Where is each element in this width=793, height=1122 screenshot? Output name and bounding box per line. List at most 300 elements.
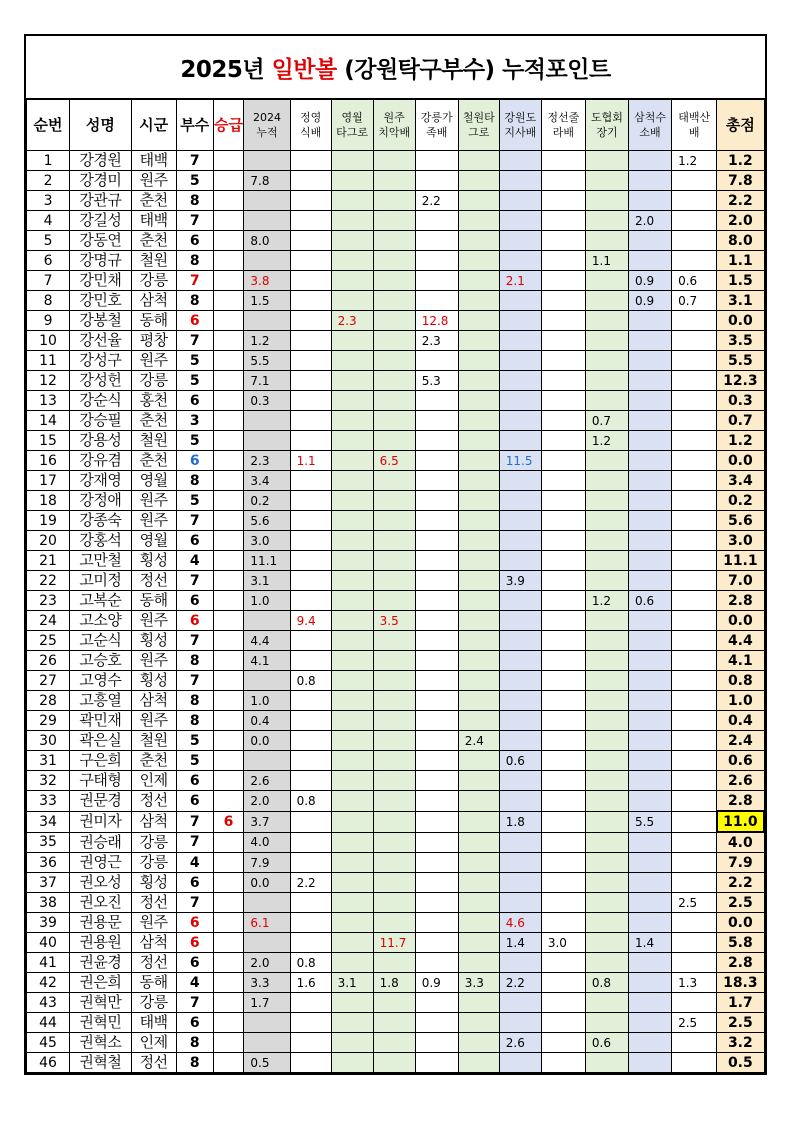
points-table — [26, 99, 765, 1073]
event-points: 2.0 — [629, 211, 672, 231]
promotion-grade — [213, 471, 244, 491]
event-points — [585, 751, 628, 771]
event-points — [499, 391, 541, 411]
event-points — [458, 271, 499, 291]
table-row — [27, 291, 765, 311]
header-event-line1: 도협회 — [591, 111, 623, 124]
event-points — [541, 231, 585, 251]
event-points — [629, 751, 672, 771]
total-points: 5.8 — [717, 933, 764, 953]
player-name: 권미자 — [70, 811, 132, 832]
header-event — [415, 100, 458, 151]
event-points: 5.5 — [244, 351, 290, 371]
event-points — [415, 853, 458, 873]
event-points: 2.1 — [499, 271, 541, 291]
player-city: 원주 — [131, 711, 176, 731]
event-points — [629, 893, 672, 913]
player-name: 권혁민 — [70, 1013, 132, 1033]
event-points: 1.4 — [499, 933, 541, 953]
event-points — [331, 751, 373, 771]
event-points: 0.6 — [672, 271, 717, 291]
event-points — [541, 371, 585, 391]
row-number: 9 — [27, 311, 70, 331]
table-row — [27, 391, 765, 411]
player-grade: 7 — [176, 271, 213, 291]
event-points: 7.9 — [244, 853, 290, 873]
event-points — [373, 671, 415, 691]
player-city: 원주 — [131, 511, 176, 531]
event-points — [629, 873, 672, 893]
event-points: 5.5 — [629, 811, 672, 832]
event-points — [585, 151, 628, 171]
total-points: 5.6 — [717, 511, 764, 531]
event-points: 4.6 — [499, 913, 541, 933]
event-points — [458, 1013, 499, 1033]
table-row — [27, 1033, 765, 1053]
event-points: 1.7 — [244, 993, 290, 1013]
total-points: 4.4 — [717, 631, 764, 651]
event-points — [415, 351, 458, 371]
event-points — [541, 853, 585, 873]
event-points — [585, 791, 628, 812]
row-number: 35 — [27, 832, 70, 853]
promotion-grade — [213, 711, 244, 731]
total-points: 2.0 — [717, 211, 764, 231]
event-points — [458, 791, 499, 812]
event-points — [331, 631, 373, 651]
event-points: 3.3 — [244, 973, 290, 993]
event-points — [541, 251, 585, 271]
player-grade: 8 — [176, 711, 213, 731]
table-row — [27, 611, 765, 631]
promotion-grade — [213, 853, 244, 873]
event-points — [290, 351, 331, 371]
event-points — [499, 791, 541, 812]
player-name: 고미정 — [70, 571, 132, 591]
event-points — [458, 751, 499, 771]
event-points — [629, 611, 672, 631]
event-points — [373, 953, 415, 973]
event-points — [373, 431, 415, 451]
event-points — [373, 571, 415, 591]
total-points: 2.2 — [717, 191, 764, 211]
player-city: 인제 — [131, 1033, 176, 1053]
event-points — [331, 993, 373, 1013]
event-points: 11.7 — [373, 933, 415, 953]
event-points: 0.6 — [629, 591, 672, 611]
player-grade: 4 — [176, 551, 213, 571]
event-points — [458, 251, 499, 271]
event-points: 2.2 — [415, 191, 458, 211]
event-points — [373, 231, 415, 251]
player-grade: 8 — [176, 651, 213, 671]
table-row — [27, 993, 765, 1013]
player-grade: 5 — [176, 491, 213, 511]
event-points — [415, 771, 458, 791]
table-row — [27, 571, 765, 591]
promotion-grade — [213, 973, 244, 993]
player-name: 강경미 — [70, 171, 132, 191]
player-grade: 6 — [176, 1013, 213, 1033]
row-number: 42 — [27, 973, 70, 993]
event-points: 0.7 — [585, 411, 628, 431]
event-points — [499, 411, 541, 431]
player-grade: 8 — [176, 1053, 213, 1073]
row-number: 13 — [27, 391, 70, 411]
player-name: 강성헌 — [70, 371, 132, 391]
event-points — [585, 451, 628, 471]
player-name: 권문경 — [70, 791, 132, 812]
event-points — [499, 331, 541, 351]
event-points: 0.6 — [499, 751, 541, 771]
event-points: 1.5 — [244, 291, 290, 311]
promotion-grade — [213, 511, 244, 531]
player-name: 곽은실 — [70, 731, 132, 751]
player-city: 춘천 — [131, 451, 176, 471]
player-name: 강재영 — [70, 471, 132, 491]
event-points — [373, 631, 415, 651]
event-points — [672, 551, 717, 571]
event-points — [331, 731, 373, 751]
player-name: 권용문 — [70, 913, 132, 933]
event-points — [373, 331, 415, 351]
row-number: 5 — [27, 231, 70, 251]
event-points — [244, 251, 290, 271]
event-points: 5.3 — [415, 371, 458, 391]
player-grade: 4 — [176, 853, 213, 873]
event-points — [629, 551, 672, 571]
promotion-grade — [213, 551, 244, 571]
event-points — [541, 731, 585, 751]
event-points — [331, 171, 373, 191]
promotion-grade — [213, 671, 244, 691]
event-points — [415, 1033, 458, 1053]
event-points — [672, 571, 717, 591]
promotion-grade — [213, 191, 244, 211]
table-row — [27, 351, 765, 371]
player-grade: 6 — [176, 771, 213, 791]
header-event-line2: 치악배 — [378, 126, 411, 139]
event-points — [672, 993, 717, 1013]
total-points: 3.5 — [717, 331, 764, 351]
promotion-grade — [213, 571, 244, 591]
event-points — [458, 171, 499, 191]
event-points — [290, 893, 331, 913]
total-points: 0.6 — [717, 751, 764, 771]
total-points: 0.5 — [717, 1053, 764, 1073]
player-grade: 6 — [176, 933, 213, 953]
event-points — [373, 811, 415, 832]
event-points — [541, 893, 585, 913]
promotion-grade — [213, 171, 244, 191]
event-points — [331, 953, 373, 973]
row-number: 22 — [27, 571, 70, 591]
player-grade: 7 — [176, 151, 213, 171]
event-points — [541, 973, 585, 993]
event-points — [244, 411, 290, 431]
event-points — [629, 631, 672, 651]
player-grade: 6 — [176, 231, 213, 251]
event-points — [331, 711, 373, 731]
header-total: 총점 — [717, 100, 764, 151]
event-points — [672, 211, 717, 231]
event-points: 1.1 — [290, 451, 331, 471]
event-points — [244, 1013, 290, 1033]
event-points — [331, 211, 373, 231]
total-points: 11.1 — [717, 551, 764, 571]
event-points — [629, 251, 672, 271]
table-row — [27, 853, 765, 873]
event-points — [290, 411, 331, 431]
table-row — [27, 791, 765, 812]
header-event — [585, 100, 628, 151]
event-points — [672, 471, 717, 491]
header-event-line2: 족배 — [426, 126, 448, 139]
event-points — [458, 993, 499, 1013]
event-points — [585, 351, 628, 371]
header-event-line1: 강원도 — [504, 111, 537, 124]
promotion-grade — [213, 651, 244, 671]
event-points — [373, 391, 415, 411]
player-name: 강종숙 — [70, 511, 132, 531]
event-points — [373, 591, 415, 611]
event-points — [585, 933, 628, 953]
event-points — [373, 511, 415, 531]
total-points: 4.1 — [717, 651, 764, 671]
player-name: 강봉철 — [70, 311, 132, 331]
event-points: 11.5 — [499, 451, 541, 471]
event-points — [541, 611, 585, 631]
event-points — [458, 1033, 499, 1053]
event-points — [585, 391, 628, 411]
player-city: 평창 — [131, 331, 176, 351]
event-points — [331, 491, 373, 511]
event-points — [541, 571, 585, 591]
event-points — [331, 331, 373, 351]
player-grade: 8 — [176, 251, 213, 271]
event-points — [331, 691, 373, 711]
event-points — [373, 711, 415, 731]
event-points — [629, 371, 672, 391]
table-row — [27, 151, 765, 171]
event-points — [499, 211, 541, 231]
header-city: 시군 — [131, 100, 176, 151]
table-row — [27, 1013, 765, 1033]
event-points — [672, 933, 717, 953]
event-points — [458, 651, 499, 671]
player-city: 강릉 — [131, 832, 176, 853]
event-points — [290, 853, 331, 873]
player-city: 태백 — [131, 211, 176, 231]
event-points — [499, 151, 541, 171]
event-points: 3.0 — [541, 933, 585, 953]
event-points — [629, 1013, 672, 1033]
event-points — [458, 811, 499, 832]
player-grade: 6 — [176, 451, 213, 471]
header-event-line2: 타그로 — [336, 126, 369, 139]
row-number: 30 — [27, 731, 70, 751]
promotion-grade — [213, 691, 244, 711]
row-number: 37 — [27, 873, 70, 893]
promotion-grade — [213, 1033, 244, 1053]
event-points — [415, 411, 458, 431]
player-name: 권윤경 — [70, 953, 132, 973]
event-points — [499, 371, 541, 391]
row-number: 32 — [27, 771, 70, 791]
total-points: 0.0 — [717, 311, 764, 331]
player-city: 횡성 — [131, 873, 176, 893]
table-row — [27, 953, 765, 973]
event-points: 2.5 — [672, 893, 717, 913]
event-points — [629, 993, 672, 1013]
event-points — [672, 1033, 717, 1053]
player-city: 강릉 — [131, 853, 176, 873]
event-points — [541, 671, 585, 691]
event-points: 8.0 — [244, 231, 290, 251]
event-points — [415, 953, 458, 973]
event-points — [415, 1013, 458, 1033]
event-points — [458, 151, 499, 171]
event-points — [499, 611, 541, 631]
event-points: 0.9 — [629, 271, 672, 291]
total-points: 4.0 — [717, 832, 764, 853]
event-points — [415, 491, 458, 511]
event-points: 2.5 — [672, 1013, 717, 1033]
event-points — [290, 711, 331, 731]
event-points — [499, 853, 541, 873]
player-city: 춘천 — [131, 751, 176, 771]
event-points — [585, 651, 628, 671]
total-points: 0.7 — [717, 411, 764, 431]
event-points — [458, 311, 499, 331]
header-event — [244, 100, 290, 151]
event-points — [585, 853, 628, 873]
event-points: 0.3 — [244, 391, 290, 411]
table-row — [27, 973, 765, 993]
event-points: 0.6 — [585, 1033, 628, 1053]
table-row — [27, 411, 765, 431]
event-points — [415, 271, 458, 291]
event-points — [499, 191, 541, 211]
player-city: 동해 — [131, 311, 176, 331]
total-points: 0.0 — [717, 451, 764, 471]
event-points — [244, 671, 290, 691]
event-points — [629, 913, 672, 933]
player-name: 권승래 — [70, 832, 132, 853]
event-points — [290, 631, 331, 651]
row-number: 4 — [27, 211, 70, 231]
event-points: 2.3 — [415, 331, 458, 351]
event-points — [290, 311, 331, 331]
event-points — [415, 151, 458, 171]
event-points: 6.1 — [244, 913, 290, 933]
event-points — [499, 651, 541, 671]
row-number: 27 — [27, 671, 70, 691]
row-number: 28 — [27, 691, 70, 711]
player-name: 강관규 — [70, 191, 132, 211]
event-points — [585, 171, 628, 191]
event-points — [290, 511, 331, 531]
event-points — [290, 251, 331, 271]
promotion-grade — [213, 411, 244, 431]
event-points — [585, 913, 628, 933]
event-points: 4.4 — [244, 631, 290, 651]
row-number: 46 — [27, 1053, 70, 1073]
event-points — [290, 591, 331, 611]
event-points: 1.2 — [585, 591, 628, 611]
header-promo: 승급 — [213, 100, 244, 151]
event-points: 2.6 — [499, 1033, 541, 1053]
event-points — [373, 893, 415, 913]
promotion-grade — [213, 391, 244, 411]
player-city: 횡성 — [131, 671, 176, 691]
row-number: 20 — [27, 531, 70, 551]
event-points — [458, 531, 499, 551]
event-points — [290, 993, 331, 1013]
header-event — [629, 100, 672, 151]
promotion-grade — [213, 451, 244, 471]
total-points: 1.2 — [717, 151, 764, 171]
event-points: 4.0 — [244, 832, 290, 853]
event-points — [331, 511, 373, 531]
promotion-grade — [213, 1013, 244, 1033]
player-name: 고영수 — [70, 671, 132, 691]
event-points — [672, 873, 717, 893]
event-points — [499, 953, 541, 973]
total-points: 0.4 — [717, 711, 764, 731]
event-points — [415, 1053, 458, 1073]
event-points — [458, 853, 499, 873]
event-points — [541, 351, 585, 371]
event-points — [290, 691, 331, 711]
event-points — [415, 171, 458, 191]
event-points — [415, 291, 458, 311]
player-name: 권오진 — [70, 893, 132, 913]
promotion-grade — [213, 771, 244, 791]
total-points: 0.2 — [717, 491, 764, 511]
event-points — [458, 491, 499, 511]
player-city: 영월 — [131, 531, 176, 551]
event-points — [331, 853, 373, 873]
header-event-line2: 라배 — [552, 126, 574, 139]
event-points — [541, 1053, 585, 1073]
player-name: 구태형 — [70, 771, 132, 791]
event-points — [373, 1013, 415, 1033]
event-points — [373, 311, 415, 331]
promotion-grade — [213, 291, 244, 311]
table-row — [27, 531, 765, 551]
header-event-line1: 영월 — [341, 111, 363, 124]
event-points — [415, 391, 458, 411]
header-grade: 부수 — [176, 100, 213, 151]
player-name: 권오성 — [70, 873, 132, 893]
event-points — [290, 1033, 331, 1053]
event-points — [499, 531, 541, 551]
table-row — [27, 933, 765, 953]
event-points — [541, 993, 585, 1013]
promotion-grade — [213, 211, 244, 231]
row-number: 11 — [27, 351, 70, 371]
player-grade: 6 — [176, 791, 213, 812]
event-points — [499, 631, 541, 651]
event-points — [499, 993, 541, 1013]
event-points — [629, 431, 672, 451]
event-points — [541, 271, 585, 291]
event-points — [290, 811, 331, 832]
event-points — [541, 411, 585, 431]
player-name: 권혁만 — [70, 993, 132, 1013]
player-city: 철원 — [131, 731, 176, 751]
